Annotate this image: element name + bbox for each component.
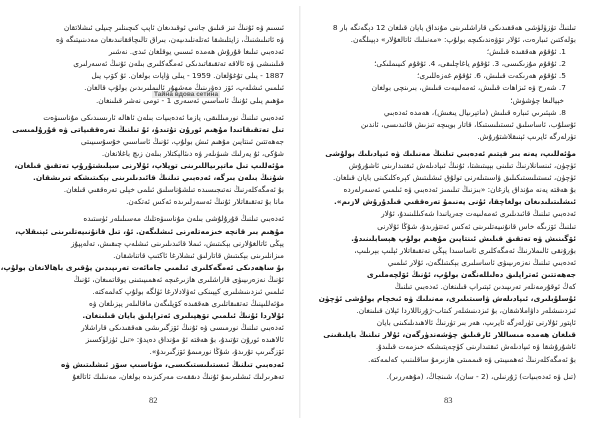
text-line: 5. ئۇقۇم ھەرىكەت قىلىش، 6. ئۇقۇم غەزەللىرى؛ <box>417 71 566 81</box>
text-line: ئىلمىي ئىشلەپ، ئۆز دەۋرىنىڭ مەشھۇر ئالىملىرىدىن بولۇپ قالغان. <box>84 83 284 93</box>
text-line: تىلنىڭ ئۆزىگە خاس قانۇنىيەتلىرىنى ئەكس ئەتتۈرىدۇ، شۇڭا ئۇلارنى <box>377 221 576 231</box>
text-line: تىلنىڭ تۈزۈلۈشى ھەققىدىكى قاراشلىرىنى مۇنداق بايان قىلغان 12 دېگەنگە بار 8 <box>332 23 576 32</box>
text-line: ئەدەبىي تىلنىڭ قائىدىلىرى ئەمەلىيەت جەريانىدا شەكىللىنىدۇ، ئۇلار <box>381 209 576 219</box>
text-line: ئەدەبىي تىلنىڭ نەزەرىيىۋى ئاساسلىرى بېكىتىلگەن، ئۇلار ئىلمىي <box>387 257 576 267</box>
text-line: 2. ئۇقۇم مۇزىكىسى، 3. ئۇقۇم ياغاچلىقى، 4. ئۇقۇم كىيىملىكى؛ <box>374 59 566 69</box>
book-gutter <box>299 6 301 418</box>
text-line: ئىشلىتىلىدىغان بولغاچقا، ئۇنى يەنىمۇ تەرەققىي قىلدۇرۇش لازىم». <box>333 197 576 207</box>
text-line: ئەدەبىي تىلنىڭ نورمىللىقى، يازما ئەدەبىيات بىلەن ئاھالە ئارىسىدىكى مۇناسىۋەت <box>43 112 284 122</box>
text-line: ئەدەبىي تىلنىڭ ئىستىلىستىكىسى، مۇناسىپ سۆز ئىشلىتىش ۋە <box>60 359 284 369</box>
text-line: ئىزدىنىشلەر داۋاملاشقان، بۇ ئىزدىنىشلەر كىتاب-ژۇرناللاردا ئېلان قىلىنغان. <box>356 306 576 316</box>
text-line: يېڭى ئاتالغۇلارنى بېكىتىش، ئىملا قائىدىلىرىنى ئىشلەپ چىقىش، تەلەپپۇز <box>70 238 284 248</box>
text-line: بۇ ئەمگەكلەرنىڭ نەتىجىسىدە تىلشۇناسلىق ئىلمى خېلى تەرەققىي قىلغان. <box>63 185 284 195</box>
text-line: ئۆگىنىش ۋە تەتقىق قىلىش ئىنتايىن مۇھىم بولۇپ ھېسابلىنىدۇ. <box>351 233 576 243</box>
text-line: جەھەتتىن ئىنتايىن مۇھىم ئىش بولۇپ، ئۇنىڭ ئاساسىي خۇسۇسىيىتى <box>80 136 284 146</box>
text-line: ئەدەبىي تىلنىڭ نورمىسى ۋە ئۇنىڭ ئۆزگىرىشى ھەققىدىكى قاراشلار <box>81 323 284 333</box>
text-line: قىلىنىشى ۋە ئالاقە تەتقىقاتىدىكى ئەمگەكلىرى بىلەن ئۇنىڭ ئەسەرلىرى <box>73 59 284 69</box>
text-line: ۋە ئاتىلىشنىڭ، زايتلىشقا ئەتلەنلىدىيەن، بىراق تالىچاققانىدىغان مەدىنىيتىگە ۋە <box>55 35 284 45</box>
text-line: خېيالىغا چۈشۈش؛ <box>510 95 564 105</box>
text-line: ئۇسلۇبلىرى، ئىپادىلەش ۋاسىتىلىرى، مەنىلىك ۋە ئىخچام بولۇشى ئۈچۈن <box>318 294 576 304</box>
text-line: شۇنىڭ بىلەن بىرگە، ئەدەبىي تىلنىڭ قائىدىلىرىنى بېكىتىشكە تىرىشقان. <box>33 173 284 183</box>
text-line: 1. ئۇقۇم ھەققىدە قىلىش؛ <box>486 47 566 57</box>
text-line: مۇئەللىپ، يەنە بىر قېتىم ئەدەبىي تىلنىڭ مەنىلىك ۋە ئىپادىلىك بولۇشى <box>325 148 576 158</box>
left-page-number: 82 <box>149 395 158 405</box>
text-line: ئەدەبىي تىلىغا قۇرۇش ھەمدە ئىسىي يوقلغان ئىدى. نەشىر <box>108 47 284 57</box>
text-line: ئەدەبىي تىلنىڭ قۇرۇلۇشى بىلەن مۇناسىۋەتلىك مەسىلىلەر ئۈستىدە <box>83 214 284 224</box>
text-line: بۇ ساھەدىكى ئەمگەكلىرى ئىلمىي جامائەت تەرىپىدىن يۇقىرى باھالانغان بولۇپ، <box>0 262 284 272</box>
text-line: بۇ ھەقتە يەنە مۇنداق يازغان: «بىزنىڭ تىلىمىز ئەدەبىي ۋە ئىلمىي ئەسەرلەردە <box>343 185 576 195</box>
text-line: مۇھىم يىلى ئۇنىڭ ئاساسىي ئەسەرى 1 - تومى نەشر قىلىنغان. <box>95 95 284 105</box>
text-line: مىزانلىرىنى بېكىتىش قاتارلىق ئىشلارغا ئاكتىپ قاتناشقان. <box>113 250 284 260</box>
text-line: ئىسىم ۋە ئۇنىڭ تىز قىلىق جانىي ئوقىدىغان ئاپپ كىچىنلىر چىيلى ئىشلاتقان <box>63 23 284 32</box>
text-line: 1887 - يىلى تۇغۇلغان. 1959 - يىلى ۋاپات بولغان. ئۇ كۆپ يىل <box>91 71 284 81</box>
right-page-number: 83 <box>444 395 453 405</box>
text-line: مانا بۇ تەتقىقاتلار ئۇنىڭ ئەسەرلىرىدە ئەكس ئەتكەن. <box>126 197 284 207</box>
text-line: ئالاھىدە ئورۇن تۇتىدۇ، بۇ ھەقتە ئۇ مۇنداق دەيدۇ: «تىل ئۈزلۈكسىز <box>85 335 284 345</box>
text-line: ئاشۇرۇشقا ۋە ئىپادىلەش ئىقتىدارىنى كۈچەيتىشكە خىزمەت قىلىدۇ. <box>375 342 576 352</box>
text-line: مۇھىم بىر قانچە خىزمەتلەرنى ئىشلىگەن. ئۇ، تىل قانۇنىيەتلىرىنى ئېنىقلاپ، <box>15 226 284 236</box>
text-line: ئۇلاردا ئۇنىڭ ئىلمىي تۆھپىلىرى ئەتراپلىق بايان قىلىنغان. <box>82 311 284 321</box>
text-line: ئاپتور ئۇلارنى تۈرلەرگە ئايرىپ، ھەر بىر تۈرنىڭ ئالاھىدىلىكىنى بايان <box>376 318 576 328</box>
text-line: ئۈچۈن، ئىستىلىستىكىلىق ۋاسىتىلەرنى تولۇق ئىشلىتىش كېرەكلىكىنى بايان قىلغان. <box>332 173 576 183</box>
text-line: مۇئەللىپ تىل ماتېرىياللىرىنى توپلاپ، ئۇلارنى سېلىشتۇرۇپ تەتقىق قىلغان، <box>14 161 284 171</box>
text-line: مۇئەللىپنىڭ تەتقىقاتلىرى ھەققىدە كۆپلىگەن ماقالىلەر يېزىلغان ۋە <box>88 299 284 309</box>
text-line: ئۇنىڭ نەزەرىيىۋى قاراشلىرى ھازىرغىچە ئەھمىيىتىنى يوقاتمىغان، ئۇنىڭ <box>73 274 284 284</box>
text-line: شۇكى، ئۇ يەرلىك شىۋىلەر ۋە دىئالېكتلار بىلەن زىچ باغلانغان. <box>101 148 284 158</box>
text-line: بۇرۇنقى ئالىملارنىڭ ئەمگەكلىرى ئاساسىدا يېڭى تەتقىقاتلار ئېلىپ بېرىلىپ، <box>354 245 576 255</box>
text-line: بۆلەكتىن ئىبارەت، ئۇلار تۆۋەندىكىچە بولۇپ: «مەنىلىك ئاتالغۇلار» دېيىلگەن. <box>350 35 576 45</box>
watermark-overlay: Тайна вдова сетина <box>154 91 219 98</box>
right-page-text <box>318 22 576 390</box>
text-line: 8. شېئىرىي ئىبارە قىلىش (ماتېرىيال يىغىش)، ھەمدە ئەدەبىي <box>383 107 566 117</box>
text-line: تەھرىرلىك ئىشلىرىمۇ ئۇنىڭ دىققەت مەركىزىدە بولغان، مەنىلىك ئاتالغۇ <box>72 371 284 381</box>
text-line: ئۆزگىرىپ تۇرىدۇ، شۇڭا نورمىمۇ ئۆزگىرىدۇ». <box>149 347 284 357</box>
text-line: تىل تەتقىقاتىدا مۇھىم ئورۇن تۇتىدۇ، ئۇ تىلنىڭ تەرەققىياتى ۋە قۇرۇلمىسى <box>12 124 284 134</box>
text-line: ئۈچۈن، ئىنسانلارنىڭ تىلىنى بېيىتىشتا، ئۇنىڭ ئىپادىلەش ئىقتىدارىنى ئاشۇرۇش <box>348 161 576 171</box>
text-line: جەھەتتىن ئەتراپلىق دەلىللەنگەن بولۇپ، ئۇنىڭ ئۆلچەملىرى <box>366 269 576 279</box>
left-page-text <box>0 22 284 390</box>
text-line: قىلغان ھەمدە مىساللار ئارقىلىق چۈشەندۈرگەن، ئۇلار تىلنىڭ بايلىقىنى <box>323 330 576 340</box>
text-line: كەڭ ئوقۇرمەنلەر تەرىپىدىن ئېتىراپ قىلىنغان. ئەدەبىي تىلنىڭ <box>394 281 576 291</box>
text-line: 7. شەرح ۋە ئىزاھات قىلىش، ئەمەلىيەت قىلىش، بىرىنچى بولغان <box>371 83 566 93</box>
text-line: (تىل ۋە ئەدەبىيات) ژۇرنىلى، (2 - سان)، شىنجاڭ، (مۇھەررىر). <box>386 371 576 381</box>
text-line: ئىلمىي ئىزدىنىشلىرى كېيىنكى ئەۋلادلارغا ئۈلگە بولۇپ كەلمەكتە. <box>92 286 284 296</box>
text-line: بۇ ئەمگەكلەرنىڭ ئەھمىيىتى ۋە قىممىتى ھازىرمۇ ساقلىنىپ كەلمەكتە. <box>367 354 576 364</box>
text-line: ئۇسلۇب، ئاساسلىق ئىستىلىستىكا، قاتار بويىچە تىزىش قائىدىسى، ئاندىن <box>360 119 576 129</box>
text-line: تۈرلەرگە ئايرىپ ئېنىقلاشتۇرۇش. <box>477 131 576 141</box>
